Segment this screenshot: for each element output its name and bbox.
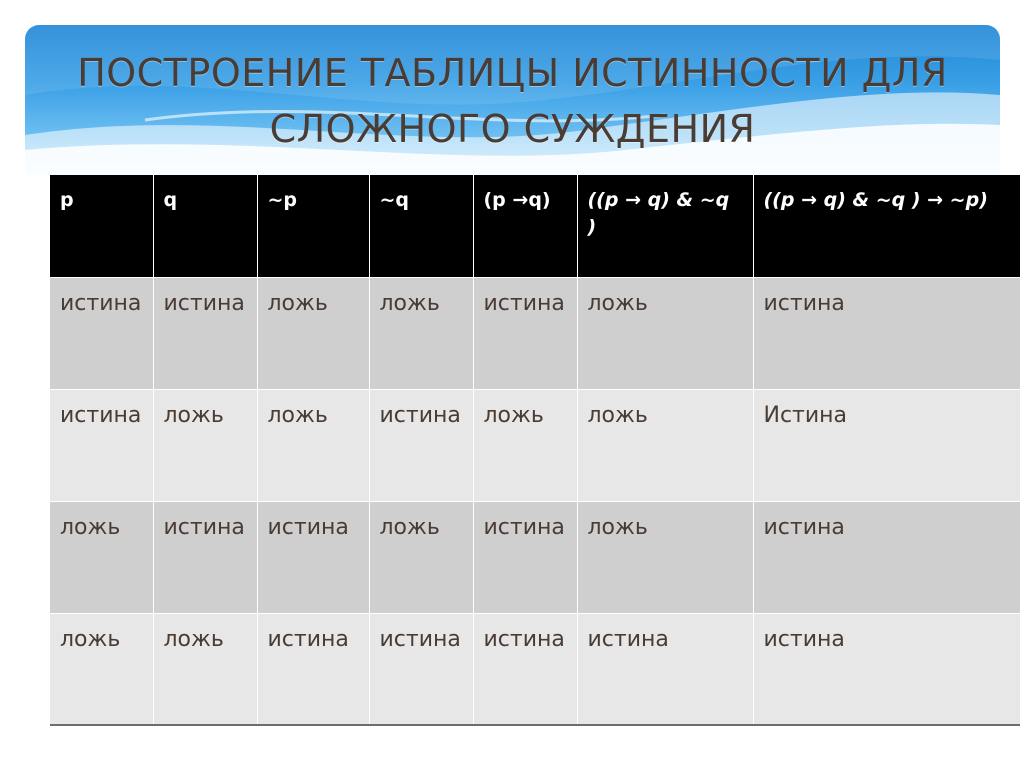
cell-value: ложь (483, 402, 544, 428)
cell-value: ложь (163, 402, 224, 428)
table-row (50, 389, 1020, 501)
table-cell (473, 501, 577, 613)
table-cell (473, 389, 577, 501)
truth-table (50, 175, 1020, 726)
table-row (50, 501, 1020, 613)
cell-value: истина (763, 514, 845, 540)
slide-title (25, 45, 1000, 157)
cell-value: ложь (379, 290, 440, 316)
title-line-2: СЛОЖНОГО СУЖДЕНИЯ (269, 107, 756, 151)
table-cell (369, 389, 473, 501)
table-cell (50, 277, 153, 389)
cell-value: истина (60, 402, 142, 428)
table-cell (577, 277, 753, 389)
header-p: p (50, 175, 153, 277)
table-cell (369, 613, 473, 725)
table-cell (257, 277, 369, 389)
cell-value: истина (483, 514, 565, 540)
cell-value: ложь (60, 626, 121, 652)
cell-value: ложь (267, 290, 328, 316)
cell-value: ложь (267, 402, 328, 428)
table-cell (50, 501, 153, 613)
table-cell (369, 501, 473, 613)
table-cell (473, 613, 577, 725)
cell-value: истина (163, 514, 245, 540)
cell-value: истина (483, 626, 565, 652)
cell-value: истина (163, 290, 245, 316)
header-not-p: ~p (257, 175, 369, 277)
header-p-implies-q: (p →q) (473, 175, 577, 277)
cell-value: ложь (60, 514, 121, 540)
table-cell (369, 277, 473, 389)
cell-value: истина (483, 290, 565, 316)
cell-value: ложь (163, 626, 224, 652)
cell-value: ложь (587, 402, 648, 428)
title-line-1: ПОСТРОЕНИЕ ТАБЛИЦЫ ИСТИННОСТИ ДЛЯ (77, 51, 948, 95)
table-cell (753, 277, 1020, 389)
table-cell (257, 389, 369, 501)
cell-value: истина (267, 626, 349, 652)
table-cell (257, 501, 369, 613)
cell-value: истина (60, 290, 142, 316)
cell-value: ложь (587, 514, 648, 540)
table-header-row (50, 175, 1020, 277)
table-cell (153, 277, 257, 389)
cell-value: Истина (763, 402, 848, 428)
table-cell (153, 389, 257, 501)
table-cell (153, 613, 257, 725)
cell-value: ложь (587, 290, 648, 316)
table-cell (50, 613, 153, 725)
cell-value: ложь (379, 514, 440, 540)
table-cell (153, 501, 257, 613)
cell-value: истина (379, 626, 461, 652)
cell-value: истина (763, 626, 845, 652)
cell-value: истина (379, 402, 461, 428)
header-full-expression: ((p → q) & ~q ) → ~p) (753, 175, 1020, 277)
table-row (50, 277, 1020, 389)
cell-value: истина (763, 290, 845, 316)
table-cell (473, 277, 577, 389)
cell-value: истина (587, 626, 669, 652)
table-cell (753, 501, 1020, 613)
table-cell (577, 389, 753, 501)
header-not-q: ~q (369, 175, 473, 277)
table-cell (257, 613, 369, 725)
header-q: q (153, 175, 257, 277)
table-row (50, 613, 1020, 725)
table-cell (753, 613, 1020, 725)
table-cell (50, 389, 153, 501)
table-cell (753, 389, 1020, 501)
cell-value: истина (267, 514, 349, 540)
table-cell (577, 501, 753, 613)
table-cell (577, 613, 753, 725)
header-implication-and-not-q: ((p → q) & ~q ) (577, 175, 753, 277)
